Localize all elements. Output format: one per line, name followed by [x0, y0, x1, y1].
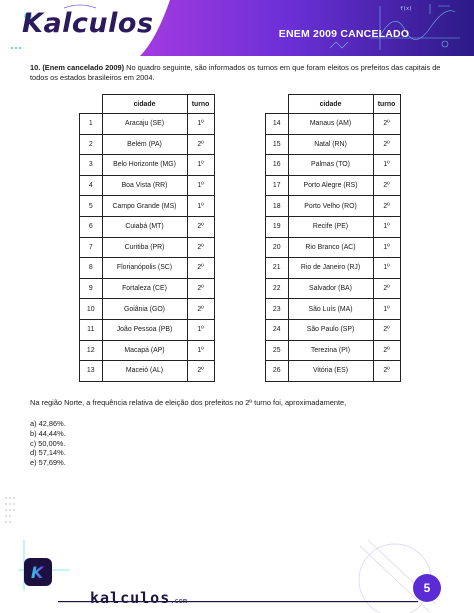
table-row [80, 237, 215, 258]
city-cell: São Luís (MA) [288, 299, 373, 320]
capitals-table-left [79, 94, 215, 382]
turn-cell: 2º [187, 216, 214, 237]
city-cell: Vitória (ES) [288, 361, 373, 382]
city-cell: Aracaju (SE) [102, 114, 187, 135]
city-cell: Goiânia (GO) [102, 299, 187, 320]
row-number-cell: 17 [266, 175, 289, 196]
table-row [266, 361, 401, 382]
table-row [266, 196, 401, 217]
turn-cell: 2º [373, 340, 400, 361]
table-row [266, 319, 401, 340]
city-cell: Palmas (TO) [288, 155, 373, 176]
svg-text:f(x): f(x) [400, 6, 413, 12]
option-d: d) 57,14%. [30, 448, 66, 458]
question-statement: No quadro seguinte, são informados os turnos em que foram eleitos os prefeitos das capitais de todos os estados brasileiros em 2004. [30, 63, 441, 82]
turn-cell: 2º [187, 299, 214, 320]
row-number-cell: 1 [80, 114, 103, 135]
row-number-cell: 26 [266, 361, 289, 382]
logo-k-letter: K [22, 8, 44, 39]
column-header-city: cidade [288, 95, 373, 114]
table-body-right [266, 114, 401, 382]
turn-cell: 2º [373, 278, 400, 299]
table-row [266, 340, 401, 361]
city-cell: Belo Horizonte (MG) [102, 155, 187, 176]
table-corner [80, 95, 103, 114]
table-header-row [80, 95, 215, 114]
row-number-cell: 24 [266, 319, 289, 340]
table-row [80, 114, 215, 135]
column-header-turn: turno [373, 95, 400, 114]
row-number-cell: 2 [80, 134, 103, 155]
row-number-cell: 14 [266, 114, 289, 135]
footer-decoration [0, 480, 474, 613]
turn-cell: 1º [187, 114, 214, 135]
table-row [266, 134, 401, 155]
city-cell: Recife (PE) [288, 216, 373, 237]
city-cell: Belém (PA) [102, 134, 187, 155]
row-number-cell: 11 [80, 319, 103, 340]
answer-options [30, 419, 66, 468]
turn-cell: 2º [373, 134, 400, 155]
turn-cell: 1º [187, 319, 214, 340]
turn-cell: 1º [187, 175, 214, 196]
page-header [0, 0, 474, 56]
city-cell: Manaus (AM) [288, 114, 373, 135]
row-number-cell: 15 [266, 134, 289, 155]
turn-cell: 1º [373, 299, 400, 320]
column-header-turn: turno [187, 95, 214, 114]
table-row [266, 237, 401, 258]
logo-wordmark: alculos [43, 8, 154, 39]
page-title: ENEM 2009 CANCELADO [278, 28, 410, 40]
table-row [80, 175, 215, 196]
city-cell: Curitiba (PR) [102, 237, 187, 258]
turn-cell: 1º [187, 155, 214, 176]
row-number-cell: 10 [80, 299, 103, 320]
table-row [266, 299, 401, 320]
table-row [266, 155, 401, 176]
row-number-cell: 6 [80, 216, 103, 237]
logo [0, 0, 160, 56]
city-cell: João Pessoa (PB) [102, 319, 187, 340]
city-cell: Maceió (AL) [102, 361, 187, 382]
logo-text [22, 8, 154, 39]
option-a: a) 42,86%. [30, 419, 66, 428]
turn-cell: 1º [187, 196, 214, 217]
row-number-cell: 8 [80, 258, 103, 279]
turn-cell: 2º [187, 237, 214, 258]
turn-cell: 1º [373, 237, 400, 258]
svg-text:K: K [31, 563, 44, 582]
row-number-cell: 25 [266, 340, 289, 361]
city-cell: Natal (RN) [288, 134, 373, 155]
row-number-cell: 13 [80, 361, 103, 382]
table-body-left [80, 114, 215, 382]
turn-cell: 2º [187, 258, 214, 279]
table-corner [266, 95, 289, 114]
row-number-cell: 9 [80, 278, 103, 299]
city-cell: Salvador (BA) [288, 278, 373, 299]
table-row [80, 340, 215, 361]
table-row [80, 361, 215, 382]
city-cell: Porto Alegre (RS) [288, 175, 373, 196]
city-cell: Rio de Janeiro (RJ) [288, 258, 373, 279]
turn-cell: 2º [373, 196, 400, 217]
table-row [80, 196, 215, 217]
table-row [80, 134, 215, 155]
table-row [80, 216, 215, 237]
page-number-badge: 5 [413, 574, 441, 602]
row-number-cell: 3 [80, 155, 103, 176]
footer-brand-suffix: .com [170, 597, 188, 605]
option-c: c) 50,00%. [30, 438, 66, 448]
city-cell: Rio Branco (AC) [288, 237, 373, 258]
table-row [80, 299, 215, 320]
city-cell: Terezina (PI) [288, 340, 373, 361]
turn-cell: 2º [187, 134, 214, 155]
table-row [266, 216, 401, 237]
turn-cell: 2º [373, 114, 400, 135]
column-header-city: cidade [102, 95, 187, 114]
row-number-cell: 23 [266, 299, 289, 320]
table-row [80, 319, 215, 340]
turn-cell: 1º [373, 155, 400, 176]
table-row [80, 278, 215, 299]
row-number-cell: 18 [266, 196, 289, 217]
question-prompt: Na região Norte, a frequência relativa de eleição dos prefeitos no 2º turno foi, aproximadamente, [30, 398, 347, 407]
question-text [30, 63, 450, 82]
turn-cell: 2º [373, 319, 400, 340]
table-row [266, 175, 401, 196]
city-cell: Macapá (AP) [102, 340, 187, 361]
row-number-cell: 5 [80, 196, 103, 217]
table-header-row [266, 95, 401, 114]
option-e: e) 57,69%. [30, 458, 66, 468]
option-b: b) 44,44%. [30, 428, 66, 438]
capitals-table-right [265, 94, 401, 382]
row-number-cell: 4 [80, 175, 103, 196]
table-row [266, 278, 401, 299]
question-source: 10. (Enem cancelado 2009) [30, 63, 125, 72]
row-number-cell: 12 [80, 340, 103, 361]
turn-cell: 1º [373, 216, 400, 237]
turn-cell: 2º [187, 278, 214, 299]
footer-brand-name: kalculos [90, 589, 171, 607]
city-cell: São Paulo (SP) [288, 319, 373, 340]
turn-cell: 2º [187, 361, 214, 382]
city-cell: Porto Velho (RO) [288, 196, 373, 217]
row-number-cell: 21 [266, 258, 289, 279]
row-number-cell: 20 [266, 237, 289, 258]
turn-cell: 2º [373, 175, 400, 196]
turn-cell: 2º [373, 361, 400, 382]
city-cell: Fortaleza (CE) [102, 278, 187, 299]
row-number-cell: 22 [266, 278, 289, 299]
city-cell: Boa Vista (RR) [102, 175, 187, 196]
table-row [80, 155, 215, 176]
table-row [80, 258, 215, 279]
row-number-cell: 16 [266, 155, 289, 176]
turn-cell: 1º [373, 258, 400, 279]
table-row [266, 114, 401, 135]
row-number-cell: 7 [80, 237, 103, 258]
row-number-cell: 19 [266, 216, 289, 237]
turn-cell: 1º [187, 340, 214, 361]
footer-brand [90, 589, 187, 607]
city-cell: Cuiabá (MT) [102, 216, 187, 237]
city-cell: Florianópolis (SC) [102, 258, 187, 279]
table-row [266, 258, 401, 279]
city-cell: Campo Grande (MS) [102, 196, 187, 217]
